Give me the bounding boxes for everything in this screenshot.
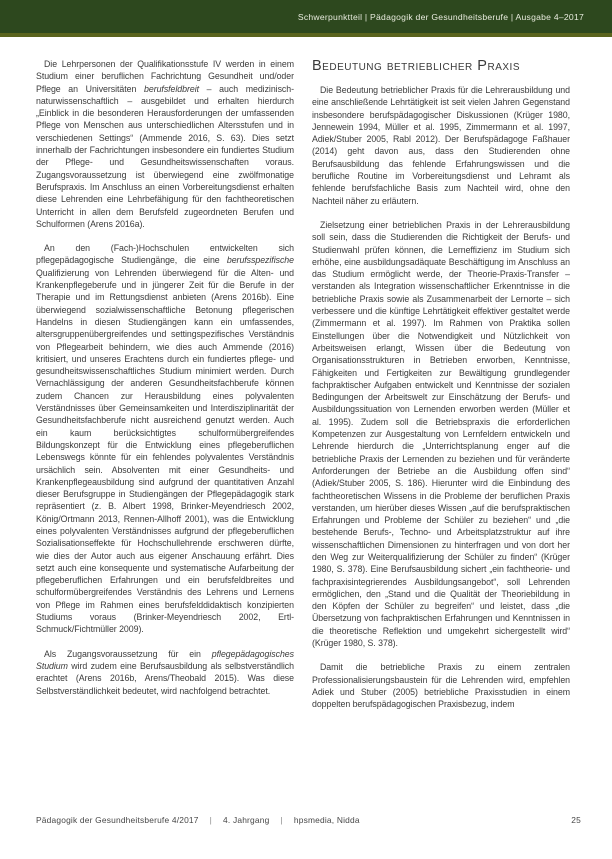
paragraph: Zielsetzung einer betrieblichen Praxis in der Lehrerausbildung soll sein, dass die Studierenden die Richtigkeit der Berufs- und Studienwahl prüfen können, die Lerneffizienz im Studium sich erhöhe, eine ausbildungsadäquate Beschäftigung im Anschluss an das Studium ermöglicht werde, der Theorie-Praxis-Transfer – verstanden als Integration wissenschaftlicher Erkenntnisse in die betriebliche Praxis sowie als Zusammenarbeit der Lernorte – sich verbessere und die künftige Lehrtätigkeit effektiver gestaltet werde (Zimmermann et al. 1997). Im Rahmen von Praktika sollen Einstellungen über die Notwendigkeit und Nützlichkeit von Arbeitsweisen erlangt, Wissen über die Bedeutung von Organisationsstrukturen in Betrieben erworben, Kenntnisse, Fähigkeiten und Fertigkeiten zur Bewältigung grundlegender fachpraktischer Aufgaben entwickelt und Kenntnisse der sozialen Bedingungen der Arbeitswelt zur Einschätzung der Berufs- und Ausbildungssituation von Lernenden erworben werden (Müller et al. 1995). Zudem soll die Betriebspraxis die erforderlichen Kompetenzen zur Ausgestaltung von Lernfeldern entwickeln und Lehrende hierdurch die „Unterrichtsplanung enger auf die betriebliche Praxis der Lernenden zu beziehen und für veränderte Anforderungen der Betriebe an die Ausbildung offen sind“ (Adiek/Stuber 2005, S. 186). Hierunter wird die Einbindung des fachtheoretischen Wissens in die Probleme der beruflichen Praxis verstanden, um hierüber dieses Wissen „auf die berufspraktischen Erfahrungen und Probleme der Schüler zu beziehen“ und „die bestehende Berufs-, Techno- und Arbeitsplatzstruktur auf ihre wissenschaftlichen Dimensionen zu hinterfragen und von dort her den Weg zur Weiterqualifizierung der Schüler zu finden“ (Krüger 1980, S. 378). Eine Berufsausbildung sichert „ein fachtheorie- und fachpraxisintegrierendes Ausbildungsangebot“, soll Lehrenden ermöglichen, den „Stand und die Qualität der Theoriebildung in den Köpfen der Schüler zu begreifen“ und leistet, dass „die Übersetzung von fachpraktischen Erfahrungen und Kenntnissen in die theoretische Reflektion und umgekehrt sichergestellt wird“ (Krüger 1980, S. 378).	[312, 219, 570, 649]
page-header-bar	[0, 0, 612, 33]
footer-journal-title: Pädagogik der Gesundheitsberufe 4/2017	[36, 815, 199, 825]
footer-separator: |	[280, 815, 283, 825]
header-running-title: Schwerpunktteil | Pädagogik der Gesundheitsberufe | Ausgabe 4–2017	[297, 11, 584, 22]
paragraph: An den (Fach-)Hochschulen entwickelten sich pflegepädagogische Studiengänge, die eine berufsspezifische Qualifizierung von Lehrenden überwiegend für die Alten- und Krankenpflegeberufe und in jüngerer Zeit für die Berufe in der Therapie und im Rettungsdienst anbieten (Arens 2016b). Eine überwiegend sozialwissenschaftliche Betonung pflegerischen Handelns in diesen Studiengängen kann ein umfassendes, altersgruppenübergreifendes und settingspezifisches Verständnis von Pflegearbeit behindern, wie dies auch Ammende (2016) kritisiert, und unseres Erachtens durch ein fundiertes pflege- und gesundheitswissenschaftliches Studium minimiert werden. Durch Vernachlässigung der anderen Gesundheitsfachberufe können zudem Chancen zur Herausbildung eines polyvalenten Verständnisses über Gemeinsamkeiten und Interdisziplinarität der Gesundheitsfachberufe nicht ausreichend genutzt werden. Auch ein kaum berücksichtigtes schulformübergreifendes Bildungskonzept für die Entwicklung eines pflegeberuflichen Lebenswegs könnte für ein fehlendes polyvalentes Verständnis ursächlich sein. Absolventen mit einer Gesundheits- und Krankenpflegeausbildung sind aufgrund der quantitativen Anzahl dieser Berufsgruppe in Studiengängen der Pflegepädagogik stark repräsentiert (z. B. Albert 1998, Brinker-Meyendriesch 2002, König/Ortmann 2013, Rennen-Allhoff 2001), was die Entwicklung eines polyvalenten Verständnisses aufgrund der pflegeberuflichen Sozialisationseffekte für Hochschullehrende erschweren dürfte, wie dies der Autor auch aus eigener Anschauung erfährt. Dies setzt auch eine konsequente und systematische Aufarbeitung der pflegeberuflichen Erfahrungen und ein berufsfeldbreites und schulformübergreifendes Verständnis des Lehrens und Lernens von Pflege im Rahmen eines berufsfelddidaktisch konzipierten Studiums voraus (Brinker-Meyendriesch 2002, Ertl-Schmuck/Fichtmüller 2009).	[36, 243, 294, 635]
footer-volume: 4. Jahrgang	[223, 815, 270, 825]
paragraph: Als Zugangsvoraussetzung für ein pflegepädagogisches Studium wird zudem eine Berufsausbildung als selbstverständlich erachtet (Arens 2016b, Arens/Theobald 2015). Was diese Selbstverständlichkeit bedeutet, wird nachfolgend betrachtet.	[36, 648, 294, 696]
paragraph: Die Lehrpersonen der Qualifikationsstufe IV werden in einem Studium einer beruflichen Fachrichtung Gesundheit und/oder Pflege an Universitäten berufsfeldbreit – auch medizinisch-naturwissenschaftlich – ausgebildet und erhalten hierdurch „Einblick in die besonderen Herausforderungen der umfassenden Pflege von Menschen aus unterschiedlichen Altersstufen und in verschiedenen Settings“ (Ammende 2016, S. 63). Dies setzt innerhalb der Fachrichtungen insbesondere ein fundiertes Studium der Pflege- und Gesundheitswissenschaften voraus. Zugangsvoraussetzung ist überwiegend eine zwölfmonatige Berufspraxis. Im Anschluss an einen Vorbereitungsdienst erhalten diese Lehrenden eine Lehrbefähigung für den fachtheoretischen Unterricht in allen dem Berufsfeld zugeordneten Berufen und Schulformen (Arens 2016a).	[36, 59, 295, 229]
page-number: 25	[571, 815, 581, 825]
section-heading: Bedeutung betrieblicher Praxis	[312, 58, 520, 74]
paragraph: Die Bedeutung betrieblicher Praxis für die Lehrerausbildung und eine anschließende Lehrtätigkeit ist seit vielen Jahren Gegenstand insbesondere berufspädagogischer Diskussionen (Krüger 1980, Jennewein 1994, Müller et al. 1995, Zimmermann et al. 1997, Adiek/Stuber 2005, Rabl 2012). Der Berufspädagoge Faßhauer (2014) geht davon aus, dass den Studierenden ohne Berufsausbildung das fehlende Erfahrungswissen und die berufliche Routine im Vorbereitungsdienst und Lehramt als fehlende berufsfachliche Basis zum Nachteil wird, ohne den Nachteil näher zu erläutern.	[312, 85, 570, 206]
page-footer	[36, 815, 581, 825]
footer-publisher: hpsmedia, Nidda	[293, 815, 360, 825]
left-column	[36, 58, 294, 723]
article-body	[0, 37, 612, 723]
right-column	[312, 58, 570, 723]
footer-separator: |	[209, 815, 213, 825]
paragraph: Damit die betriebliche Praxis zu einem zentralen Professionalisierungsbaustein für die Lehrenden wird, empfehlen Adiek und Stuber (2005) betriebliche Praxisstudien in einem doppelten berufspädagogischen Praxisbezug, indem	[312, 662, 570, 710]
